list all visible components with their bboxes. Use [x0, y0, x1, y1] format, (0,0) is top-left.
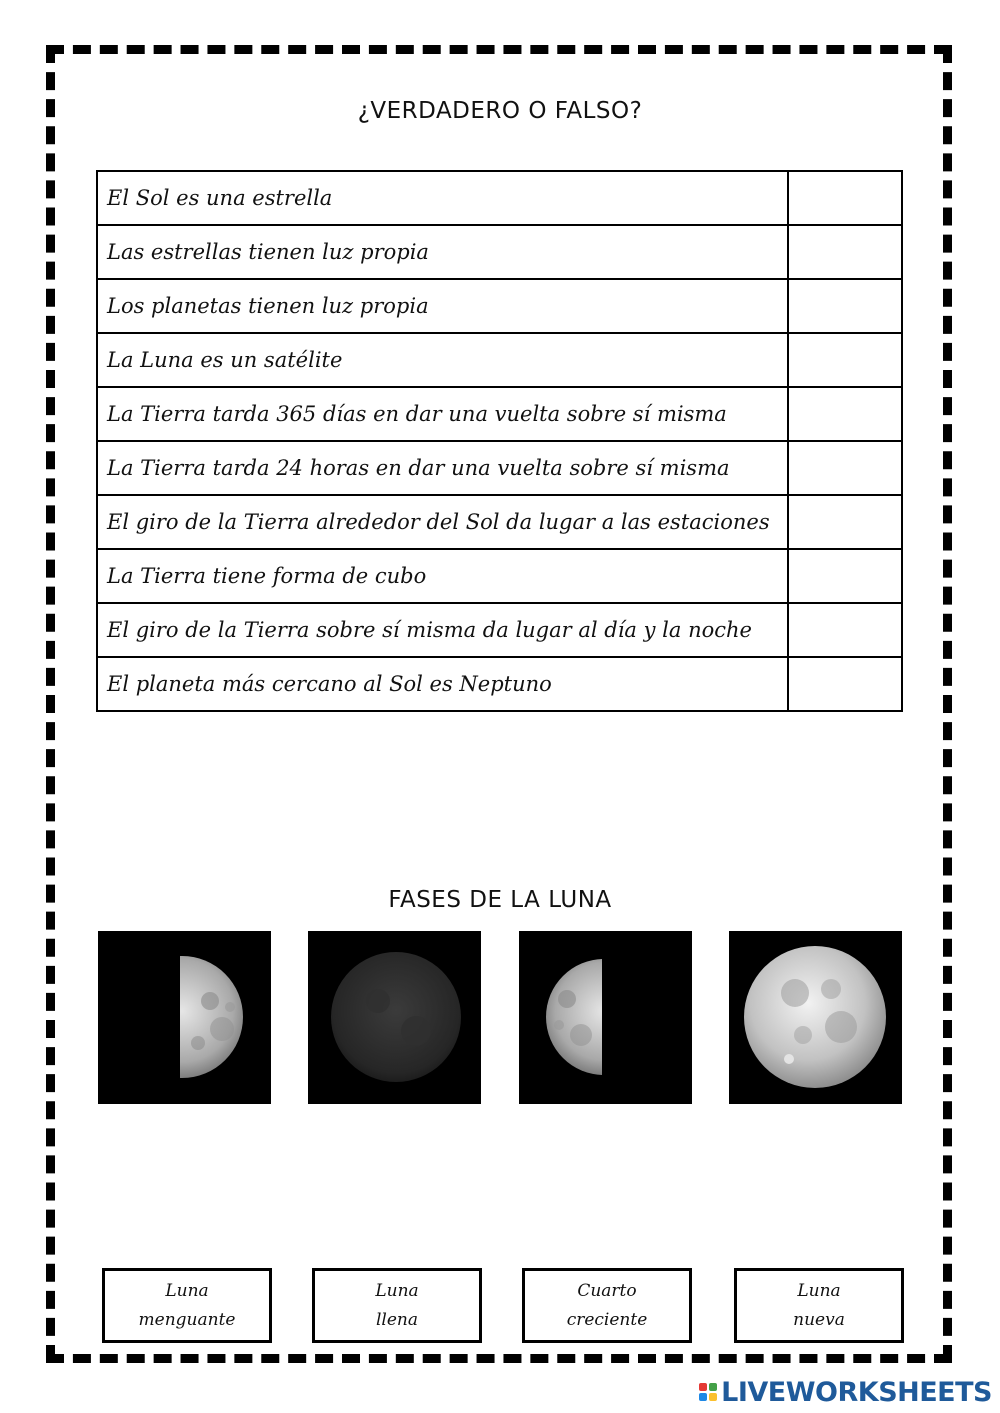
phase-label-card[interactable] — [102, 1268, 272, 1343]
label-line: llena — [375, 1309, 419, 1330]
answer-cell[interactable] — [788, 603, 902, 657]
true-false-table — [96, 170, 903, 712]
statement-cell: El planeta más cercano al Sol es Neptuno — [97, 657, 788, 711]
liveworksheets-logo — [699, 1377, 992, 1407]
statement-cell: Los planetas tienen luz propia — [97, 279, 788, 333]
label-line: Luna — [797, 1280, 841, 1301]
table-row — [97, 333, 902, 387]
statement-cell: La Luna es un satélite — [97, 333, 788, 387]
label-line: creciente — [566, 1309, 648, 1330]
table-row — [97, 657, 902, 711]
phase-label-card[interactable] — [312, 1268, 482, 1343]
table-row — [97, 603, 902, 657]
statement-cell: El giro de la Tierra sobre sí misma da lugar al día y la noche — [97, 603, 788, 657]
page-title: ¿VERDADERO O FALSO? — [357, 98, 643, 124]
answer-cell[interactable] — [788, 495, 902, 549]
answer-cell[interactable] — [788, 549, 902, 603]
answer-cell[interactable] — [788, 171, 902, 225]
table-row — [97, 549, 902, 603]
first-quarter-moon-icon — [519, 931, 692, 1104]
label-line: Cuarto — [577, 1280, 637, 1301]
table-row — [97, 441, 902, 495]
statement-cell: El giro de la Tierra alrededor del Sol da lugar a las estaciones — [97, 495, 788, 549]
phases-title: FASES DE LA LUNA — [388, 887, 612, 913]
phase-label-card[interactable] — [734, 1268, 904, 1343]
table-row — [97, 387, 902, 441]
statement-cell: La Tierra tarda 24 horas en dar una vuelta sobre sí misma — [97, 441, 788, 495]
new-moon-icon — [308, 931, 481, 1104]
table-row — [97, 279, 902, 333]
statement-cell: La Tierra tiene forma de cubo — [97, 549, 788, 603]
phase-label-card[interactable] — [522, 1268, 692, 1343]
label-line: menguante — [138, 1309, 236, 1330]
answer-cell[interactable] — [788, 657, 902, 711]
answer-cell[interactable] — [788, 279, 902, 333]
answer-cell[interactable] — [788, 441, 902, 495]
table-row — [97, 171, 902, 225]
answer-cell[interactable] — [788, 333, 902, 387]
statement-cell: Las estrellas tienen luz propia — [97, 225, 788, 279]
table-row — [97, 225, 902, 279]
label-line: Luna — [375, 1280, 419, 1301]
brand-name: LIVEWORKSHEETS — [721, 1376, 992, 1408]
full-moon-icon — [729, 931, 902, 1104]
waning-quarter-moon-icon — [98, 931, 271, 1104]
logo-mark-icon — [699, 1383, 717, 1401]
table-row — [97, 495, 902, 549]
answer-cell[interactable] — [788, 387, 902, 441]
answer-cell[interactable] — [788, 225, 902, 279]
statement-cell: El Sol es una estrella — [97, 171, 788, 225]
label-line: Luna — [165, 1280, 209, 1301]
label-line: nueva — [793, 1309, 845, 1330]
statement-cell: La Tierra tarda 365 días en dar una vuelta sobre sí misma — [97, 387, 788, 441]
